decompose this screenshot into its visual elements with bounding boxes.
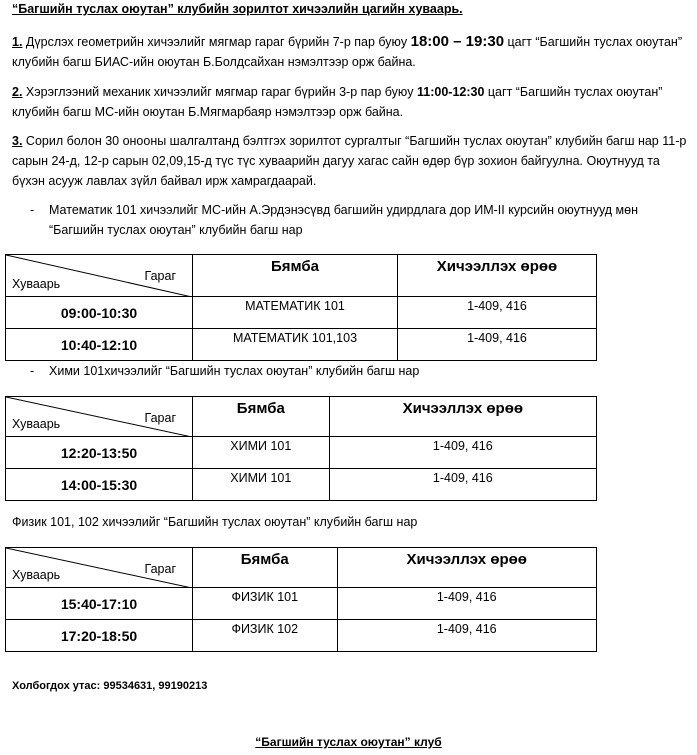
paragraph-text: Дүрслэх геометрийн хичээлийг мягмар гараг бүрийн 7-р пар буюу: [22, 35, 411, 49]
header-saturday: Бямба: [193, 255, 398, 297]
subject-cell: МАТЕМАТИК 101,103: [193, 329, 398, 361]
table-row: [6, 297, 597, 329]
room-cell: 1-409, 416: [337, 620, 596, 652]
subject-cell: ХИМИ 101: [193, 469, 330, 501]
header-schedule-label: Хуваарь: [12, 277, 61, 291]
subject-cell: ФИЗИК 102: [193, 620, 338, 652]
paragraph-text: цагт “Багшийн туслах оюутан” клубийн багш БИАС-ийн оюутан Б.Болдсайхан нэмэлтээр орж байна.: [12, 35, 682, 69]
time-highlight: 11:00-12:30: [417, 85, 485, 99]
table-row: [6, 329, 597, 361]
schedule-table-physics: [5, 547, 597, 652]
room-cell: 1-409, 416: [337, 588, 596, 620]
paragraph-number: 3.: [12, 134, 23, 148]
section-intro-text: Математик 101 хичээлийг МС-ийн А.Эрдэнэсүвд багшийн удирдлага дор ИМ-II курсийн оюутнууд мөн “Багшийн туслах оюутан” клубийн багш нар: [49, 203, 638, 237]
document-title: “Багшийн туслах оюутан” клубийн зорилтот хичээлийн цагийн хуваарь.: [12, 2, 463, 16]
header-saturday: Бямба: [193, 548, 338, 588]
paragraph-text: Сорил болон 30 онооны шалгалтанд бэлтгэх зорилтот сургалтыг “Багшийн туслах оюутан” клубийн багш нар 11-р сарын 24-д, 12-р сарын 02,09,15-д түс түс хуваарийн дагуу хагас сайн өдөр бүр зохион байгуулна. Оюутнууд та бүхэн асууж лавлах зүйл байвал ирж хамрагдаарай.: [12, 134, 687, 188]
table-row: [6, 437, 597, 469]
room-cell: 1-409, 416: [329, 437, 596, 469]
table-row: [6, 588, 597, 620]
header-classroom: Хичээллэх өрөө: [397, 255, 596, 297]
time-cell: 15:40-17:10: [6, 588, 193, 620]
room-cell: 1-409, 416: [329, 469, 596, 501]
diagonal-header-cell: [6, 548, 193, 588]
section-intro-math: [30, 200, 680, 240]
time-highlight: 18:00 – 19:30: [410, 33, 505, 50]
section-intro-physics: Физик 101, 102 хичээлийг “Багшийн туслах оюутан” клубийн багш нар: [12, 515, 418, 529]
paragraph-2: [12, 82, 692, 122]
club-signature: “Багшийн туслах оюутан” клуб: [255, 735, 442, 749]
paragraph-1: [12, 32, 692, 72]
table-row: [6, 620, 597, 652]
time-cell: 10:40-12:10: [6, 329, 193, 361]
time-cell: 17:20-18:50: [6, 620, 193, 652]
paragraph-text: цагт “Багшийн туслах оюутан” клубийн багш МС-ийн оюутан Б.Мягмарбаяр нэмэлтээр орж байна.: [12, 85, 663, 119]
room-cell: 1-409, 416: [397, 329, 596, 361]
header-schedule-label: Хуваарь: [12, 417, 61, 431]
room-cell: 1-409, 416: [397, 297, 596, 329]
section-intro-chem: [30, 361, 680, 381]
table-row: [6, 469, 597, 501]
header-weekday-label: Гараг: [144, 269, 176, 283]
contact-phone: Холбогдох утас: 99534631, 99190213: [12, 680, 208, 692]
paragraph-3: [12, 131, 692, 191]
time-cell: 12:20-13:50: [6, 437, 193, 469]
header-saturday: Бямба: [193, 397, 330, 437]
paragraph-text: Хэрэглээний механик хичээлийг мягмар гараг бүрийн 3-р пар буюу: [22, 85, 417, 99]
time-cell: 14:00-15:30: [6, 469, 193, 501]
header-weekday-label: Гараг: [144, 562, 176, 576]
header-schedule-label: Хуваарь: [12, 568, 61, 582]
header-classroom: Хичээллэх өрөө: [337, 548, 596, 588]
bullet-dash: -: [30, 364, 35, 378]
schedule-table-chem: [5, 396, 597, 501]
time-cell: 09:00-10:30: [6, 297, 193, 329]
subject-cell: МАТЕМАТИК 101: [193, 297, 398, 329]
schedule-table-math: [5, 254, 597, 361]
section-intro-text: Хими 101хичээлийг “Багшийн туслах оюутан” клубийн багш нар: [49, 364, 420, 378]
diagonal-header-cell: [6, 397, 193, 437]
header-classroom: Хичээллэх өрөө: [329, 397, 596, 437]
subject-cell: ФИЗИК 101: [193, 588, 338, 620]
diagonal-header-cell: [6, 255, 193, 297]
subject-cell: ХИМИ 101: [193, 437, 330, 469]
paragraph-number: 1.: [12, 35, 23, 49]
header-weekday-label: Гараг: [144, 411, 176, 425]
paragraph-number: 2.: [12, 85, 23, 99]
bullet-dash: -: [30, 203, 35, 217]
